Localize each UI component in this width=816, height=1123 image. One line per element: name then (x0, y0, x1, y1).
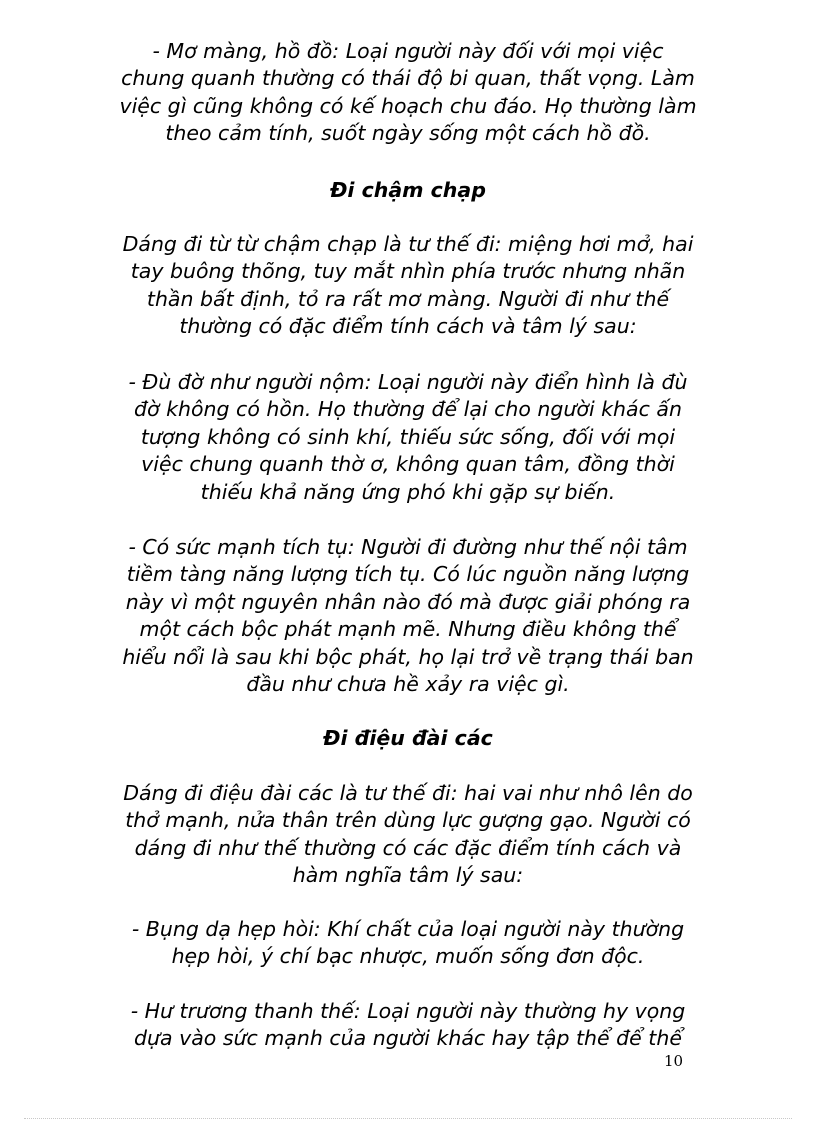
page-number: 10 (664, 1052, 684, 1070)
page-bottom-divider (24, 1118, 792, 1119)
paragraph-di-dieu-dai-cac-intro: Dáng đi điệu đài các là tư thế đi: hai vai như nhô lên do thở mạnh, nửa thân trên dùng lực gượng gạo. Người có dáng đi như thế thường có các đặc điểm tính cách và hàm nghĩa tâm lý sau: (123, 781, 693, 888)
paragraph-du-do-nhu-nguoi-nom: - Đù đờ như người nộm: Loại người này điển hình là đù đờ không có hồn. Họ thường để lại cho người khác ấn tượng không có sinh khí, thiếu sức sống, đối với mọi việc chung quanh thờ ơ, không quan tâm, đồng thời thiếu khả năng ứng phó khi gặp sự biến. (128, 370, 688, 504)
paragraph-co-suc-manh-tich-tu: - Có sức mạnh tích tụ: Người đi đường như thế nội tâm tiềm tàng năng lượng tích tụ. Có lúc nguồn năng lượng này vì một nguyên nhân nào đó mà được giải phóng ra một cách bộc phát mạnh mẽ. Nhưng điều không thể hiểu nổi là sau khi bộc phát, họ lại trở về trạng thái ban đầu như chưa hề xảy ra việc gì. (122, 535, 694, 697)
paragraph-di-cham-chap-intro: Dáng đi từ từ chậm chạp là tư thế đi: miệng hơi mở, hai tay buông thõng, tuy mắt nhìn phía trước nhưng nhãn thần bất định, tỏ ra rất mơ màng. Người đi như thế thường có đặc điểm tính cách và tâm lý sau: (122, 232, 694, 339)
paragraph-mo-mang-ho-do: - Mơ màng, hồ đồ: Loại người này đối với mọi việc chung quanh thường có thái độ bi quan, thất vọng. Làm việc gì cũng không có kế hoạch chu đáo. Họ thường làm theo cảm tính, suốt ngày sống một cách hồ đồ. (119, 39, 697, 146)
paragraph-bung-da-hep-hoi: - Bụng dạ hẹp hòi: Khí chất của loại người này thường hẹp hòi, ý chí bạc nhược, muốn sống đơn độc. (131, 917, 685, 969)
heading-di-dieu-dai-cac: Đi điệu đài các (323, 726, 493, 750)
paragraph-hu-truong-thanh-the: - Hư trương thanh thế: Loại người này thường hy vọng dựa vào sức mạnh của người khác hay tập thể để thể (130, 999, 686, 1051)
heading-di-cham-chap: Đi chậm chạp (330, 178, 486, 202)
